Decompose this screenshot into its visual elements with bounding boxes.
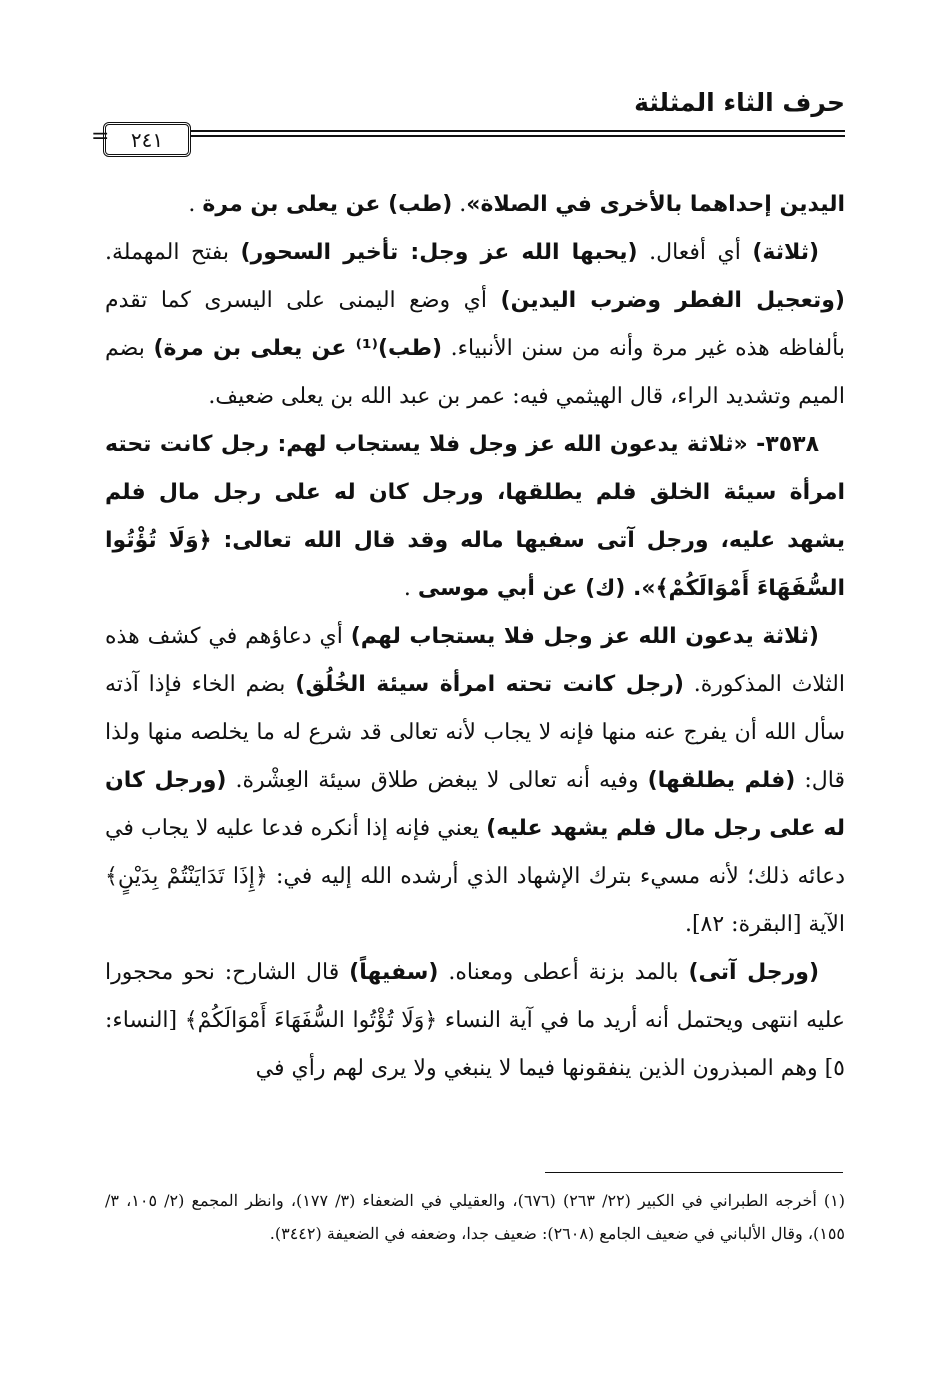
rule-line-top [191, 130, 845, 132]
text-segment: قال الشارح: نحو محجورا عليه انتهى ويحتمل أنه أريد ما في آية النساء ﴿وَلَا تُؤْتُوا السُّفَهَاءَ أَمْوَالَكُمْ﴾ [النساء: ٥] وهم المبذرون الذين ينفقونها فيما لا ينبغي ولا يرى لهم رأي في [105, 960, 845, 1081]
bold-text-segment: (فلم يطلقها) [647, 768, 796, 793]
footnotes [105, 1184, 845, 1250]
text-segment: يعني فإنه إذا أنكره فدعا عليه لا يجاب في دعائه ذلك؛ لأنه مسيء بترك الإشهاد الذي أرشده الله إليه في: ﴿إِذَا تَدَايَنْتُمْ بِدَيْنٍ﴾ الآية [البقرة: ٨٢]. [105, 816, 845, 937]
text-segment: أي أفعال. [637, 240, 753, 265]
text-segment: . [188, 192, 203, 217]
footnote: (١) أخرجه الطبراني في الكبير (٢٢/ ٢٦٣) (٦٧٦)، والعقيلي في الضعفاء (٣/ ١٧٧)، وانظر المجمع (٢/ ١٠٥، ٣/ ١٥٥)، وقال الألباني في ضعيف الجامع (٢٦٠٨): ضعيف جدا، وضعفه في الضعيفة (٣٤٤٢). [105, 1191, 846, 1243]
running-title: حرف الثاء المثلثة [634, 88, 845, 117]
page-number: ٢٤١ [103, 122, 191, 157]
text-segment: بالمد بزنة أعطى ومعناه. [438, 960, 689, 985]
bold-text-segment: (ثلاثة يدعون الله عز وجل فلا يستجاب لهم) [350, 624, 819, 649]
header-rule [91, 122, 845, 154]
rule-line-bottom [191, 135, 845, 137]
bold-text-segment: اليدين إحداهما بالأخرى في الصلاة» [466, 192, 845, 217]
main-text [105, 181, 845, 1093]
text-segment: . [452, 192, 467, 217]
paragraph [105, 181, 845, 229]
bold-text-segment: (ورجل آتى) [688, 960, 819, 985]
bold-text-segment: (وتعجيل الفطر وضرب اليدين) [500, 288, 845, 313]
paragraph [105, 613, 845, 949]
rule-end-mark: = [91, 124, 110, 149]
text-segment: . [403, 576, 418, 601]
text-segment: بضم الخاء فإذا آذته سأل الله أن يفرج عنه منها فإنه لا يجاب لأنه تعالى قد شرع له ما يخلصه منها ولذا قال: [105, 672, 846, 793]
paragraph [105, 421, 845, 613]
text-segment: بفتح المهملة. [105, 240, 241, 265]
text-segment: أي وضع اليمنى على اليسرى كما تقدم بألفاظه هذه غير مرة وأنه من سنن الأنبياء. [105, 288, 846, 361]
bold-text-segment: (طب) عن يعلى بن مرة [202, 192, 453, 217]
bold-text-segment: (ورجل كان له على رجل مال فلم يشهد عليه) [105, 768, 845, 841]
bold-text-segment: (طب)⁽¹⁾ عن يعلى بن مرة) [153, 336, 443, 361]
text-segment: وفيه أنه تعالى لا يبغض طلاق سيئة العِشْرة. [226, 768, 648, 793]
bold-text-segment: (يحبها الله عز وجل: تأخير السحور) [240, 240, 638, 265]
bold-text-segment: (ثلاثة) [752, 240, 820, 265]
text-segment: أي دعاؤهم في كشف هذه الثلاث المذكورة. [105, 624, 845, 697]
bold-text-segment: (سفيهاً) [349, 960, 439, 985]
bold-text-segment: (رجل كانت تحته امرأة سيئة الخُلُق) [295, 672, 684, 697]
text-segment: بضم الميم وتشديد الراء، قال الهيثمي فيه: عمر بن عبد الله بن يعلى ضعيف. [105, 336, 845, 409]
footnote-separator [545, 1172, 843, 1173]
bold-text-segment: ٣٥٣٨- «ثلاثة يدعون الله عز وجل فلا يستجاب لهم: رجل كانت تحته امرأة سيئة الخلق فلم يطلقها، ورجل كان له على رجل مال فلم يشهد عليه، ورجل آتى سفيها ماله وقد قال الله تعالى: ﴿وَلَا تُؤْتُوا السُّفَهَاءَ أَمْوَالَكُمْ﴾». (ك) عن أبي موسى [105, 432, 845, 601]
paragraph [105, 949, 845, 1093]
paragraph [105, 229, 845, 421]
